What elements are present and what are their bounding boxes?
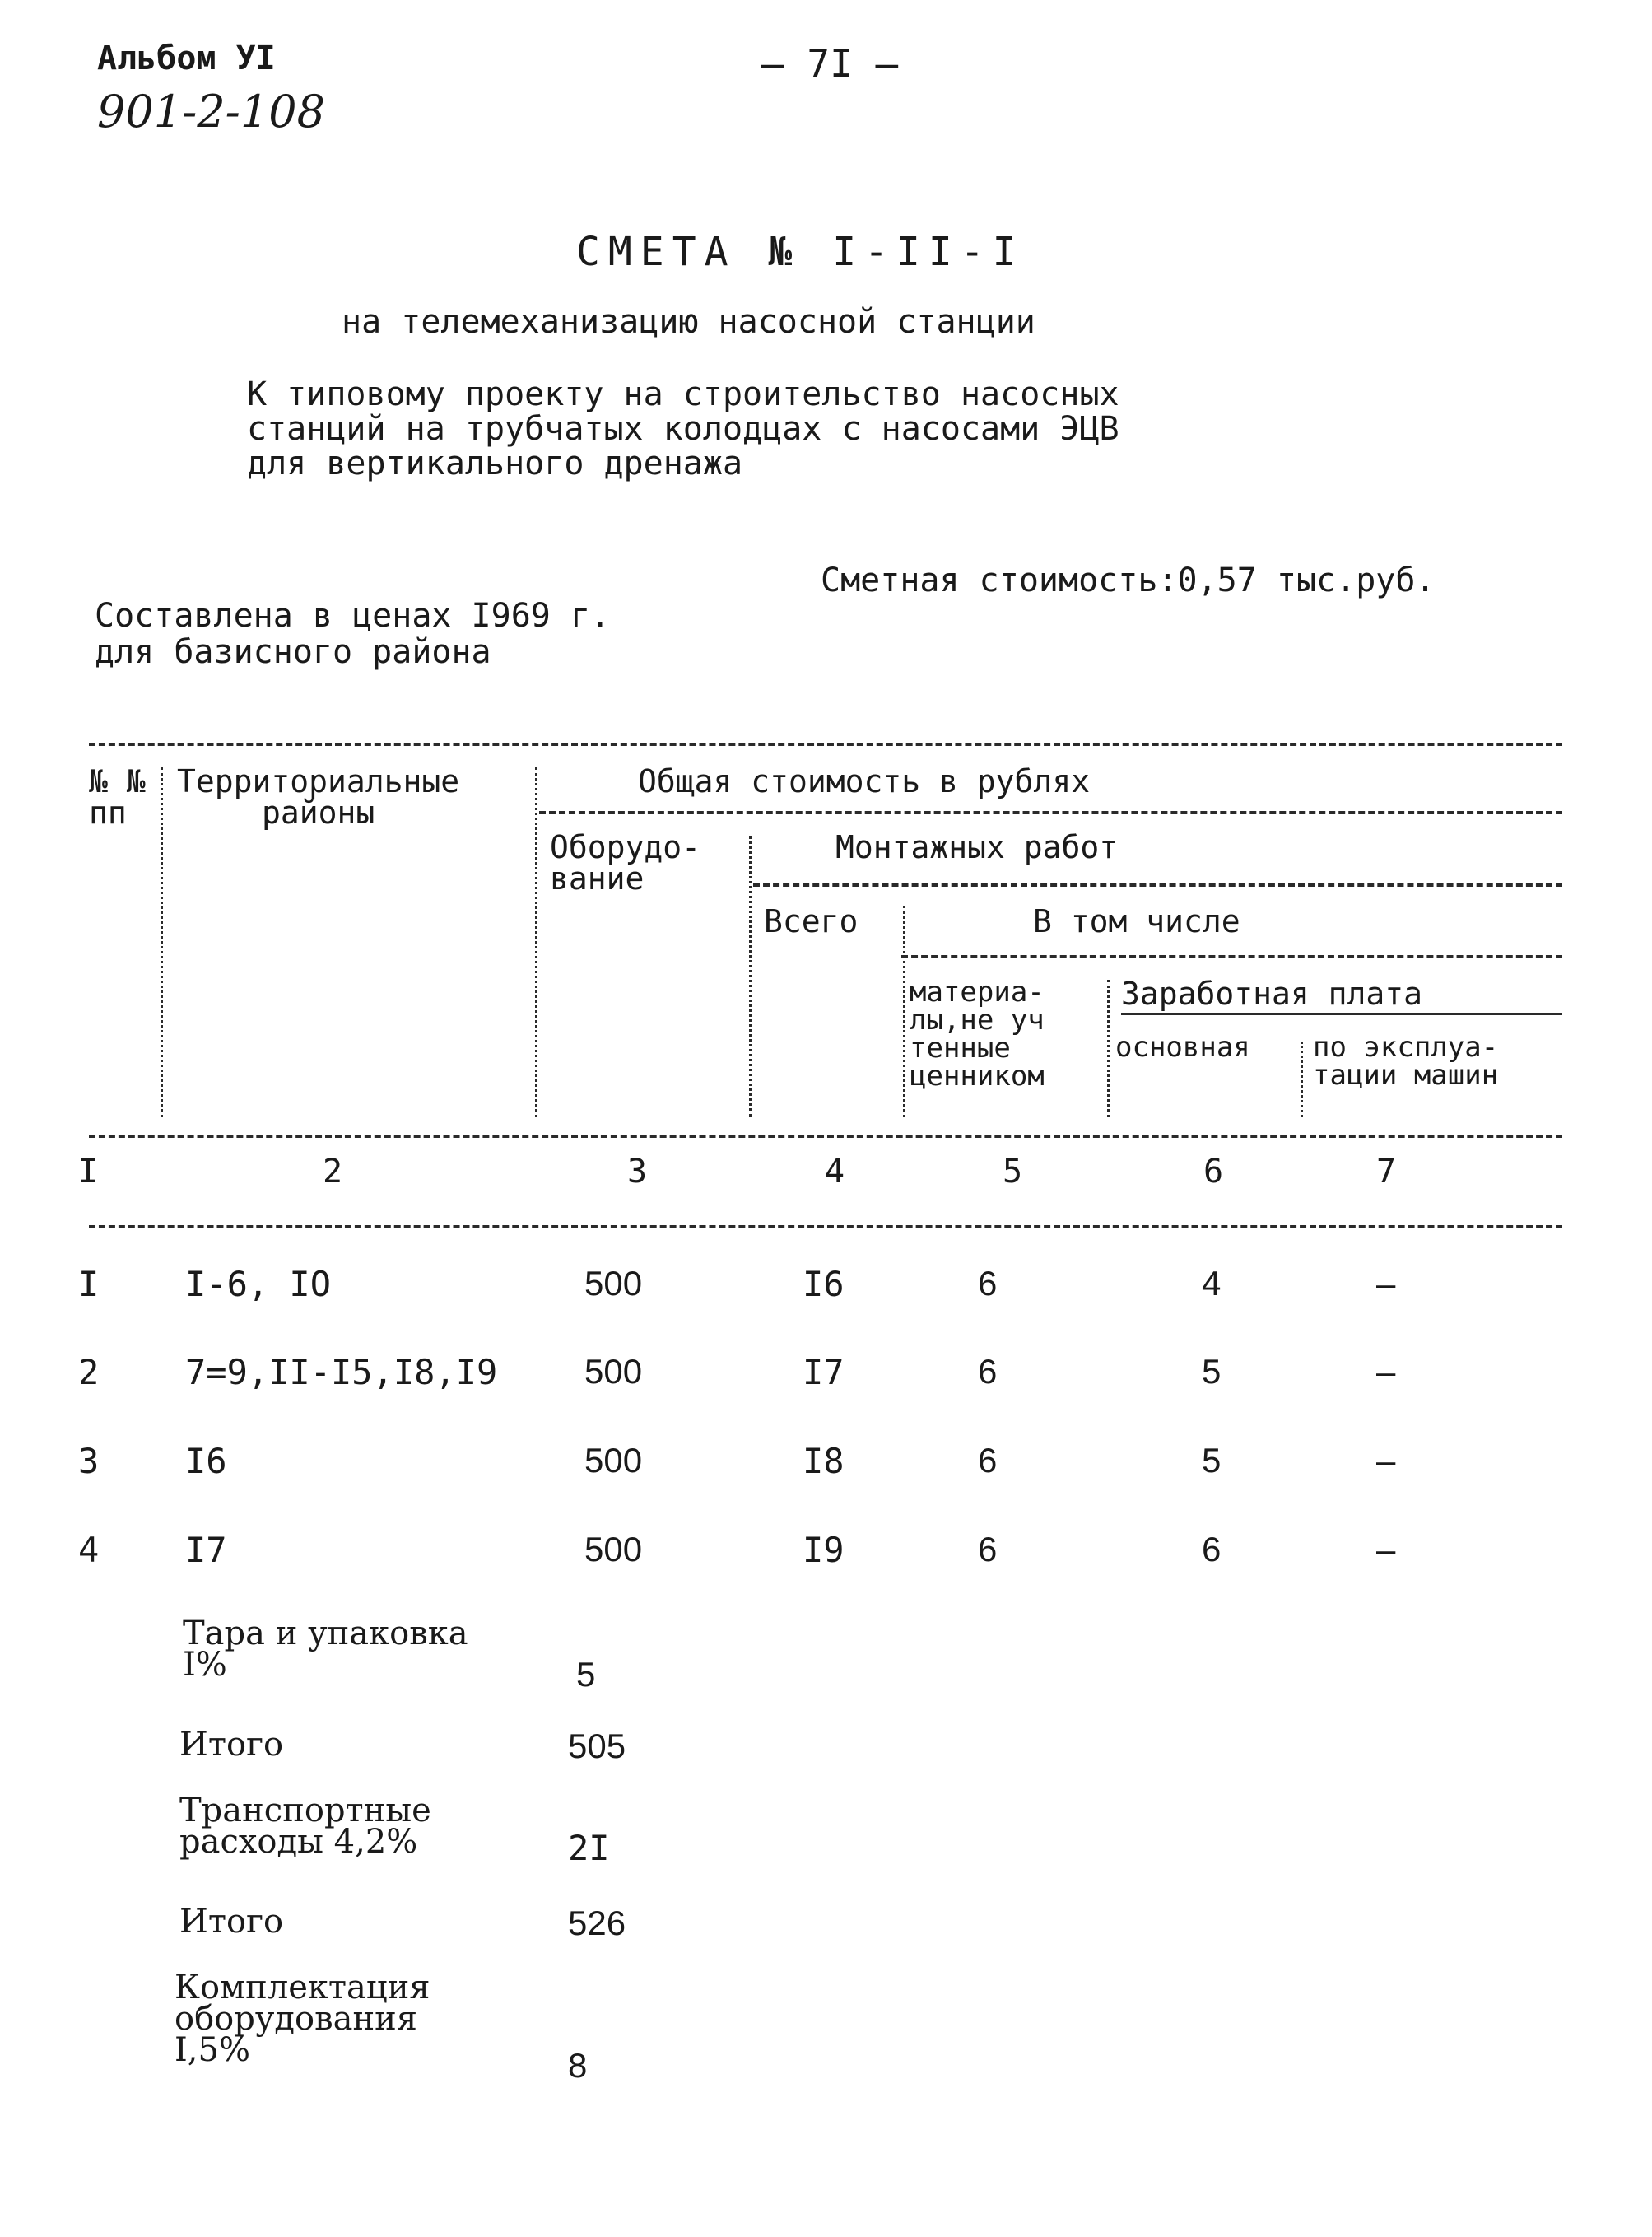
column-number: 4 [825,1153,845,1191]
row-regions: I6 [185,1441,227,1481]
estimated-cost: Сметная стоимость:0,57 тыс.руб. [821,562,1436,599]
column-number: 3 [627,1153,648,1191]
row-number: 4 [78,1530,100,1570]
row-equipment: 500 [584,1352,643,1391]
header-salary-basic: основная [1115,1031,1250,1064]
column-separator [903,906,905,1117]
project-line: для вертикального дренажа [247,445,743,482]
summary-value: 2I [568,1828,610,1868]
row-regions: I-6, IO [185,1264,332,1304]
header-rule-3 [901,955,1562,958]
project-line: станций на трубчатых колодцах с насосами ЭЦВ [247,410,1119,448]
row-number: 3 [78,1441,100,1481]
summary-value: 505 [568,1727,626,1765]
row-total: I6 [803,1264,845,1304]
column-number: 2 [323,1153,343,1191]
header-bottom-rule [89,1135,1562,1138]
page-number: — 7I — [761,41,899,86]
row-total: I7 [803,1352,845,1392]
row-materials: 6 [978,1264,998,1303]
row-basic: 4 [1202,1264,1222,1303]
column-separator [535,767,537,1117]
header-total-cost: Общая стоимость в рублях [638,763,1091,799]
summary-label: Итого [179,1903,284,1941]
album-label: Альбом УI [97,40,276,77]
summary-label: Итого [179,1726,284,1764]
column-numbers-rule [89,1225,1562,1228]
column-number: 6 [1203,1153,1224,1191]
header-machines: по эксплуа- тации машин [1313,1031,1499,1092]
compiled-note [95,598,610,670]
row-machines: – [1376,1441,1396,1480]
summary-label: Тара и упаковка I% [183,1615,468,1684]
column-number: 7 [1376,1153,1397,1191]
project-line: К типовому проекту на строительство насосных [247,375,1119,413]
row-equipment: 500 [584,1530,643,1568]
row-machines: – [1376,1530,1396,1568]
summary-value: 5 [576,1655,596,1694]
column-separator [1301,1042,1303,1117]
header-including: В том числе [1033,903,1240,939]
header-materials: материа- лы,не уч тенные ценником [910,976,1045,1093]
header-regions: Территориальные районы [177,763,460,831]
summary-value: 8 [568,2046,588,2085]
summary-label: Транспортные расходы 4,2% [179,1792,431,1861]
row-total: I9 [803,1530,845,1570]
row-machines: – [1376,1352,1396,1391]
project-description [247,377,1119,481]
header-total: Всего [764,903,859,939]
row-materials: 6 [978,1441,998,1480]
row-materials: 6 [978,1352,998,1391]
summary-value: 526 [568,1904,626,1942]
header-rule-1 [539,811,1562,814]
column-separator [161,767,163,1117]
row-materials: 6 [978,1530,998,1568]
summary-label: Комплектация оборудования I,5% [175,1969,430,2069]
row-basic: 6 [1202,1530,1222,1568]
header-installation: Монтажных работ [835,829,1119,865]
salary-underline [1121,1013,1562,1015]
row-basic: 5 [1202,1441,1222,1480]
column-number: I [78,1153,99,1191]
compiled-line: Составлена в ценах I969 г. [95,597,611,635]
row-regions: I7 [185,1530,227,1570]
row-equipment: 500 [584,1264,643,1303]
row-equipment: 500 [584,1441,643,1480]
handwritten-project-code: 901-2-108 [97,86,325,137]
compiled-line: для базисного района [95,633,491,671]
header-equipment: Оборудо- вание [550,829,701,897]
row-machines: – [1376,1264,1396,1303]
column-separator [1107,980,1110,1117]
row-basic: 5 [1202,1352,1222,1391]
estimate-subtitle: на телемеханизацию насосной станции [342,303,1035,341]
row-number: I [78,1264,100,1304]
header-number: № № пп [89,763,146,831]
header-rule-2 [753,883,1562,887]
column-number: 5 [1003,1153,1023,1191]
row-number: 2 [78,1352,100,1392]
row-total: I8 [803,1441,845,1481]
row-regions: 7=9,II-I5,I8,I9 [185,1352,498,1392]
column-separator [749,836,752,1117]
header-salary: Заработная плата [1121,976,1423,1012]
table-top-rule [89,743,1562,746]
estimate-title: СМЕТА № I-II-I [576,229,1025,275]
